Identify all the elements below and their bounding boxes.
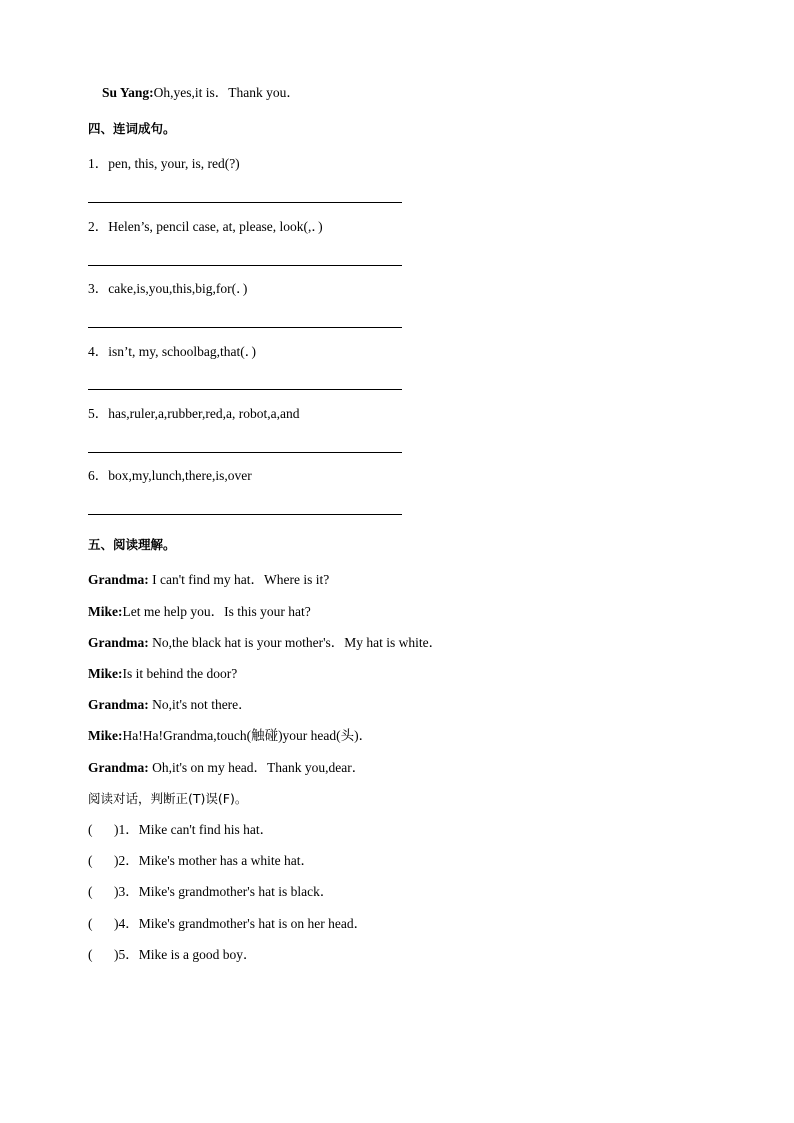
dialogue-line: [88, 697, 252, 713]
question-4: [88, 344, 256, 360]
dialogue-line: [88, 666, 237, 682]
question-number: 2．: [88, 219, 109, 234]
question-text: Helen’s, pencil case, at, please, look(,．): [108, 219, 323, 234]
question-text: has,ruler,a,rubber,red,a, robot,a,and: [108, 406, 300, 421]
question-number: 4．: [88, 344, 109, 359]
question-number: 5．: [88, 406, 109, 421]
judgment-text: Mike is a good boy．: [138, 947, 257, 962]
question-3: [88, 281, 247, 297]
instruction-text: 阅读对话，判断正(T)误(F)。: [88, 791, 248, 806]
speaker-label: Mike:: [88, 728, 123, 743]
dialogue-line: [88, 760, 365, 776]
answer-blank[interactable]: (: [88, 916, 93, 931]
question-5: [88, 406, 299, 422]
answer-blank[interactable]: (: [88, 947, 93, 962]
speaker-label: Grandma:: [88, 572, 149, 587]
answer-blank[interactable]: (: [88, 884, 93, 899]
dialogue-text: Oh,yes,it is．Thank you．: [153, 85, 300, 100]
dialogue-line: [88, 572, 329, 588]
question-number: 1．: [88, 156, 109, 171]
judgment-item-4: [88, 916, 367, 932]
answer-line-1[interactable]: [88, 202, 402, 203]
judgment-text: Mike's mother has a white hat．: [138, 853, 315, 868]
speaker-label: Mike:: [88, 666, 123, 681]
judgment-text: Mike's grandmother's hat is black．: [138, 884, 334, 899]
answer-line-5[interactable]: [88, 452, 402, 453]
judgment-item-1: [88, 822, 273, 838]
judgment-text: Mike's grandmother's hat is on her head．: [138, 916, 368, 931]
judgment-number: )4．: [114, 916, 139, 931]
judgment-number: )5．: [114, 947, 139, 962]
dialogue-line: [88, 604, 311, 620]
dialogue-text: I can't find my hat．Where is it?: [148, 572, 330, 587]
dialogue-line-su-yang: [102, 85, 300, 101]
answer-line-3[interactable]: [88, 327, 402, 328]
speaker-label: Grandma:: [88, 635, 149, 650]
speaker-label: Grandma:: [88, 697, 149, 712]
question-text: pen, this, your, is, red(?): [108, 156, 240, 171]
question-text: box,my,lunch,there,is,over: [108, 468, 252, 483]
answer-blank[interactable]: (: [88, 822, 93, 837]
question-text: isn’t, my, schoolbag,that(．): [108, 344, 256, 359]
question-number: 3．: [88, 281, 109, 296]
judgment-item-5: [88, 947, 257, 963]
question-number: 6．: [88, 468, 109, 483]
judgment-number: )2．: [114, 853, 139, 868]
answer-line-2[interactable]: [88, 265, 402, 266]
dialogue-text: Ha!Ha!Grandma,touch(触碰)your head(头)．: [122, 728, 373, 743]
question-6: [88, 468, 252, 484]
dialogue-line: [88, 635, 442, 651]
answer-line-6[interactable]: [88, 514, 402, 515]
judgment-item-3: [88, 884, 333, 900]
dialogue-text: Oh,it's on my head．Thank you,dear．: [148, 760, 366, 775]
dialogue-line: [88, 728, 372, 744]
dialogue-text: No,it's not there．: [148, 697, 252, 712]
speaker-label: Su Yang:: [102, 85, 154, 100]
section-4-heading: 四、连词成句。: [88, 121, 176, 136]
question-2: [88, 219, 323, 235]
judgment-text: Mike can't find his hat．: [138, 822, 274, 837]
question-1: [88, 156, 240, 172]
judgment-number: )1．: [114, 822, 139, 837]
judgment-number: )3．: [114, 884, 139, 899]
dialogue-text: No,the black hat is your mother's．My hat is white．: [148, 635, 443, 650]
dialogue-text: Let me help you．Is this your hat?: [122, 604, 311, 619]
judgment-item-2: [88, 853, 314, 869]
answer-line-4[interactable]: [88, 389, 402, 390]
question-text: cake,is,you,this,big,for(．): [108, 281, 248, 296]
speaker-label: Grandma:: [88, 760, 149, 775]
answer-blank[interactable]: (: [88, 853, 93, 868]
dialogue-text: Is it behind the door?: [122, 666, 238, 681]
section-5-heading: 五、阅读理解。: [88, 537, 176, 552]
speaker-label: Mike:: [88, 604, 123, 619]
